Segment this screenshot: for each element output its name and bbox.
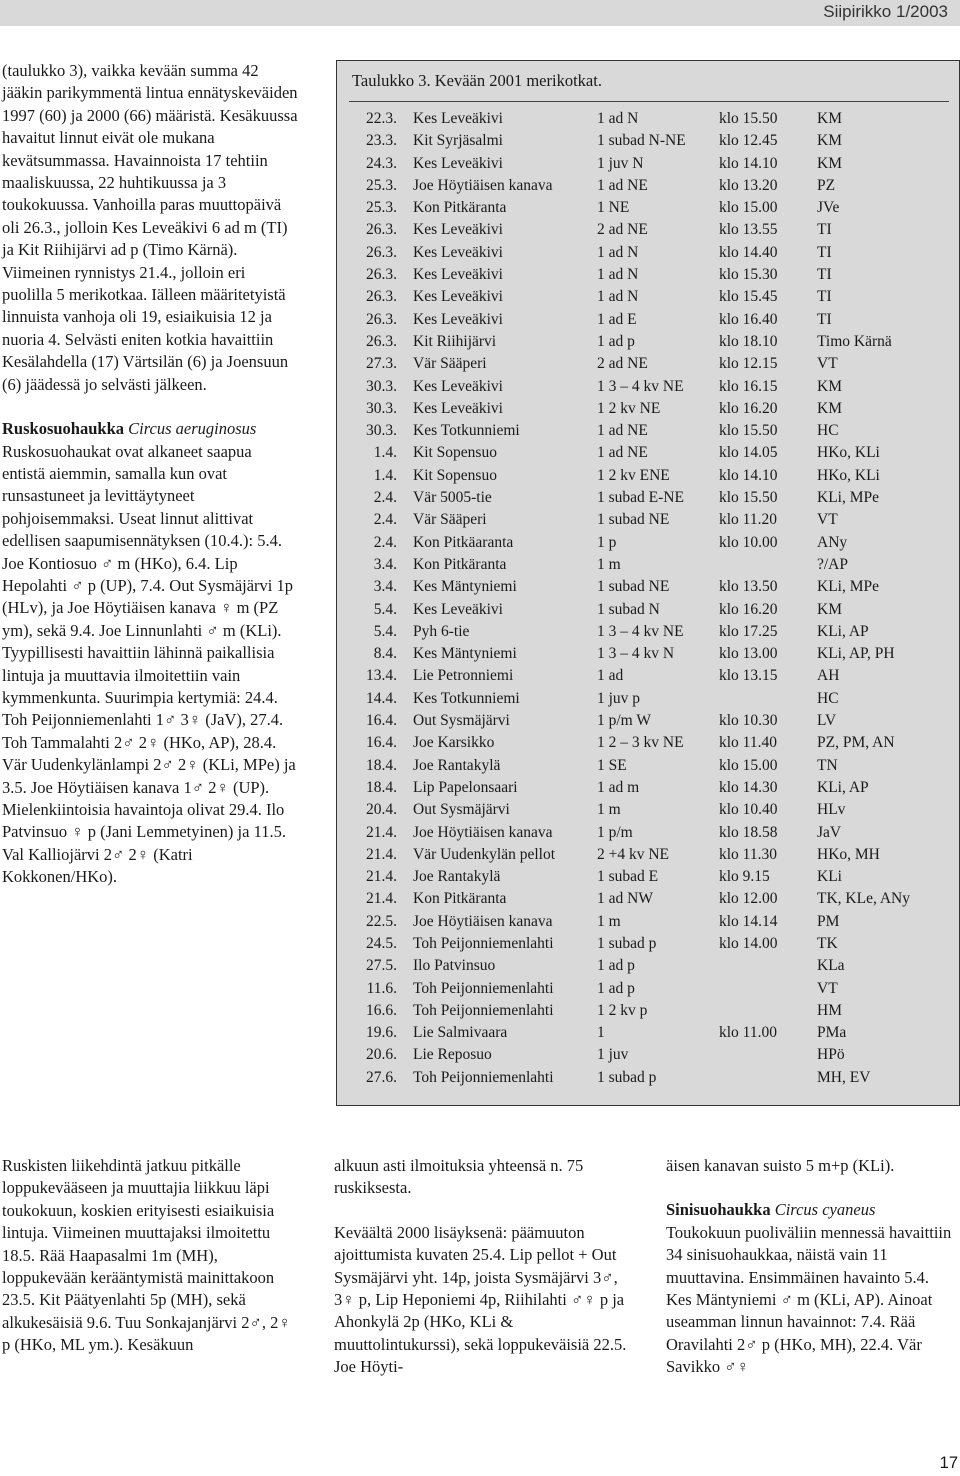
cell-observation: 1 ad NW — [597, 890, 653, 908]
cell-observers: JaV — [817, 823, 842, 841]
cell-observation: 1 subad NE — [597, 511, 670, 529]
cell-observers: KLi — [817, 868, 842, 886]
cell-observation: 1 2 – 3 kv NE — [597, 734, 684, 752]
cell-observers: PMa — [817, 1024, 847, 1042]
table-row — [337, 866, 957, 888]
cell-place: Vär 5005-tie — [413, 489, 492, 507]
cell-observers: Timo Kärnä — [817, 332, 892, 350]
cell-observers: VT — [817, 355, 838, 373]
cell-time: klo 11.00 — [719, 1024, 777, 1042]
cell-place: Out Sysmäjärvi — [413, 712, 510, 730]
cell-time — [719, 688, 817, 710]
cell-time: klo 10.00 — [719, 533, 778, 551]
cell-observers: HPö — [817, 1046, 845, 1064]
cell-date: 22.3. — [366, 110, 397, 127]
cell-observation: 1 subad p — [597, 934, 657, 952]
table-row — [337, 331, 957, 353]
cell-date: 16.4. — [366, 712, 397, 730]
cell-date: 24.3. — [366, 154, 397, 172]
table-row — [337, 242, 957, 264]
paragraph-hen-harrier: Toukokuun puoliväliin mennessä havaittiin 34 sinisuohaukkaa, näistä vain 11 muuttavina. Ensimmäinen havainto 5.4. Kes Mäntyniemi ♂ m (KLi, AP). Ainoat useamman linnun havainnot: 7.4. Rää Oravilahti 2♂ p (HKo, MH), 22.4. Vär Savikko ♂♀ — [666, 1222, 952, 1377]
cell-time: klo 16.20 — [719, 399, 778, 417]
cell-time: klo 13.55 — [719, 221, 778, 239]
cell-place: Kit Sopensuo — [413, 444, 497, 462]
cell-time: klo 14.10 — [719, 154, 778, 172]
cell-observation: 2 +4 kv NE — [597, 845, 670, 863]
table-row — [337, 621, 957, 643]
cell-place: Joe Höytiäisen kanava — [413, 176, 553, 194]
cell-observers: PM — [817, 912, 840, 930]
cell-date: 20.6. — [366, 1046, 397, 1064]
cell-observation: 1 ad NE — [597, 444, 648, 462]
cell-time: klo 15.50 — [719, 422, 778, 440]
cell-place: Joe Höytiäisen kanava — [413, 823, 553, 841]
cell-observers: PZ, PM, AN — [817, 734, 895, 752]
cell-observation: 1 p — [597, 533, 617, 551]
cell-date: 8.4. — [373, 645, 397, 663]
cell-time: klo 12.45 — [719, 132, 778, 150]
cell-observers: PZ — [817, 176, 836, 194]
cell-time: klo 18.10 — [719, 332, 778, 350]
cell-time — [719, 1000, 817, 1022]
cell-date: 16.6. — [366, 1001, 397, 1019]
cell-observers: TI — [817, 266, 832, 284]
cell-place: Kes Mäntyniemi — [413, 578, 517, 596]
cell-date: 26.3. — [366, 332, 397, 350]
cell-date: 26.3. — [366, 221, 397, 239]
cell-place: Kon Pitkäaranta — [413, 533, 514, 551]
cell-place: Toh Peijonniemenlahti — [413, 979, 554, 997]
cell-time: klo 14.40 — [719, 243, 778, 261]
cell-place: Kes Leveäkivi — [413, 377, 503, 395]
table-row — [337, 777, 957, 799]
cell-observers: TI — [817, 221, 832, 239]
cell-date: 26.3. — [366, 288, 397, 306]
cell-date: 26.3. — [366, 310, 397, 328]
cell-observers: MH, EV — [817, 1068, 871, 1086]
cell-date: 2.4. — [373, 489, 397, 507]
cell-date: 18.4. — [366, 756, 397, 774]
cell-place: Kes Leveäkivi — [413, 110, 503, 127]
paragraph-spring-2000: Keväältä 2000 lisäyksenä: päämuuton ajoittumista kuvaten 25.4. Lip pellot + Out Sysmäjärvi yht. 14p, joista Sysmäjärvi 3♂, 3♀ p, Lip Heponiemi 4p, Riihilahti ♂♀ p ja Ahonkylä 2p (HKo, KLi & muuttolintukurssi), sekä loppukeväisiä 22.5. Joe Höyti- — [334, 1222, 627, 1377]
cell-observation: 1 3 – 4 kv N — [597, 645, 675, 663]
cell-place: Joe Rantakylä — [413, 756, 501, 774]
cell-observers: HM — [817, 1001, 842, 1019]
cell-observers: KLi, AP — [817, 622, 869, 640]
cell-time: klo 15.45 — [719, 288, 778, 306]
section-hen-harrier — [666, 1199, 958, 1378]
cell-observers: KLi, AP, PH — [817, 645, 895, 663]
cell-observers: TI — [817, 288, 832, 306]
cell-date: 13.4. — [366, 667, 397, 685]
cell-time: klo 15.50 — [719, 489, 778, 507]
table-row — [337, 353, 957, 375]
table-row — [337, 643, 957, 665]
cell-observers: HKo, KLi — [817, 444, 880, 462]
cell-time: klo 11.20 — [719, 511, 777, 529]
cell-place: Toh Peijonniemenlahti — [413, 1068, 554, 1086]
header-bar — [0, 0, 960, 26]
table-row — [337, 710, 957, 732]
cell-observation: 1 p/m — [597, 823, 633, 841]
cell-place: Ilo Patvinsuo — [413, 957, 496, 975]
cell-date: 1.4. — [373, 466, 397, 484]
cell-date: 14.4. — [366, 689, 397, 707]
cell-date: 5.4. — [373, 622, 397, 640]
cell-observation: 1 2 kv NE — [597, 399, 661, 417]
cell-observers: KM — [817, 110, 842, 127]
cell-time: klo 9.15 — [719, 868, 770, 886]
cell-observation: 1 ad NE — [597, 422, 648, 440]
table-caption: Taulukko 3. Kevään 2001 merikotkat. — [352, 71, 602, 90]
publication-title: Siipirikko 1/2003 — [823, 2, 948, 21]
table-row — [337, 509, 957, 531]
cell-place: Vär Sääperi — [413, 355, 487, 373]
cell-date: 27.5. — [366, 957, 397, 975]
table-row — [337, 1067, 957, 1089]
cell-date: 24.5. — [366, 934, 397, 952]
table-row — [337, 755, 957, 777]
cell-observers: KLi, AP — [817, 778, 869, 796]
cell-time: klo 18.58 — [719, 823, 778, 841]
cell-date: 11.6. — [366, 979, 397, 997]
cell-time: klo 10.40 — [719, 801, 778, 819]
cell-observation: 1 subad p — [597, 1068, 657, 1086]
table-row — [337, 108, 957, 130]
cell-date: 3.4. — [373, 555, 397, 573]
cell-observation: 1 ad N — [597, 288, 639, 306]
cell-place: Pyh 6-tie — [413, 622, 470, 640]
paragraph-sea-eagle-summary: (taulukko 3), vaikka kevään summa 42 jääkin parikymmentä lintua ennätyskeväiden 1997 (60) ja 2000 (66) määristä. Kesäkuussa havaitut linnut eivät ole mukana kevätsummassa. Havainnoista 17 tehtiin maaliskuussa, 22 huhtikuussa ja 3 toukokuussa. Vanhoilla paras muuttopäivä oli 26.3., jolloin Kes Leveäkivi 6 ad m (TI) ja Kit Riihijärvi ad p (Timo Kärnä). Viimeinen rynnistys 21.4., jolloin eri puolilla 5 merikotkaa. Iälleen määritetyistä linnuista vanhoja oli 19, esiaikuisia 12 ja nuoria 4. Selvästi eniten kotkia havaittiin Kesälahdella (17) Värtsilän (6) ja Joensuun (6) jäädessä jo selvästi jälkeen. — [2, 61, 298, 394]
species-heading-marsh-harrier: Ruskosuohaukka — [2, 419, 124, 439]
cell-observers: HC — [817, 689, 839, 707]
cell-observers: HC — [817, 422, 839, 440]
cell-observation: 1 ad E — [597, 310, 637, 328]
cell-observation: 1 ad N — [597, 110, 639, 127]
cell-observation: 1 3 – 4 kv NE — [597, 377, 684, 395]
cell-place: Joe Höytiäisen kanava — [413, 912, 553, 930]
cell-place: Kes Totkunniemi — [413, 422, 520, 440]
cell-observation: 1 3 – 4 kv NE — [597, 622, 684, 640]
cell-date: 19.6. — [366, 1024, 397, 1042]
table-row — [337, 175, 957, 197]
cell-observation: 1 juv — [597, 1046, 629, 1064]
cell-time: klo 16.20 — [719, 600, 778, 618]
cell-place: Vär Uudenkylän pellot — [413, 845, 556, 863]
cell-place: Kes Leveäkivi — [413, 154, 503, 172]
cell-time: klo 12.00 — [719, 890, 778, 908]
cell-observers: HKo, MH — [817, 845, 880, 863]
cell-place: Joe Rantakylä — [413, 868, 501, 886]
cell-observation: 1 p/m W — [597, 712, 651, 730]
table-row — [337, 1000, 957, 1022]
cell-time — [719, 1044, 817, 1066]
cell-observers: TN — [817, 756, 838, 774]
table-row — [337, 153, 957, 175]
section-marsh-harrier — [2, 418, 298, 889]
cell-time — [719, 978, 817, 1000]
cell-date: 27.6. — [366, 1068, 397, 1086]
cell-observers: TK — [817, 934, 838, 952]
cell-observation: 1 ad N — [597, 243, 639, 261]
table-row — [337, 688, 957, 710]
cell-date: 16.4. — [366, 734, 397, 752]
cell-place: Kit Sopensuo — [413, 466, 497, 484]
cell-time: klo 15.00 — [719, 199, 778, 217]
table-row — [337, 264, 957, 286]
cell-time: klo 14.30 — [719, 778, 778, 796]
table-row — [337, 599, 957, 621]
table-row — [337, 1022, 957, 1044]
cell-observers: KM — [817, 600, 842, 618]
cell-place: Toh Peijonniemenlahti — [413, 1001, 554, 1019]
right-column-bottom — [666, 1155, 958, 1401]
cell-date: 21.4. — [366, 823, 397, 841]
table-row — [337, 911, 957, 933]
cell-place: Kes Leveäkivi — [413, 266, 503, 284]
cell-time: klo 13.00 — [719, 645, 778, 663]
cell-date: 1.4. — [373, 444, 397, 462]
cell-observers: KM — [817, 377, 842, 395]
cell-date: 30.3. — [366, 422, 397, 440]
cell-date: 27.3. — [366, 355, 397, 373]
cell-time: klo 13.15 — [719, 667, 778, 685]
cell-observers: TI — [817, 310, 832, 328]
table-row — [337, 822, 957, 844]
paragraph-continuation: äisen kanavan suisto 5 m+p (KLi). — [666, 1156, 895, 1175]
cell-observation: 1 juv p — [597, 689, 641, 707]
cell-time: klo 12.15 — [719, 355, 778, 373]
table-divider — [349, 101, 949, 102]
cell-observers: ?/AP — [817, 555, 848, 573]
page-number: 17 — [939, 1454, 958, 1472]
cell-observation: 1 NE — [597, 199, 630, 217]
left-column-top — [2, 60, 298, 911]
table-row — [337, 888, 957, 910]
cell-observation: 1 m — [597, 912, 621, 930]
cell-observers: KM — [817, 132, 842, 150]
cell-observers: KM — [817, 154, 842, 172]
cell-time: klo 15.50 — [719, 110, 778, 127]
cell-date: 21.4. — [366, 868, 397, 886]
table-row — [337, 309, 957, 331]
table-row — [337, 1044, 957, 1066]
cell-place: Lie Petronniemi — [413, 667, 514, 685]
cell-place: Kit Syrjäsalmi — [413, 132, 503, 150]
cell-time: klo 16.15 — [719, 377, 778, 395]
cell-time: klo 15.00 — [719, 756, 778, 774]
cell-place: Kit Riihijärvi — [413, 332, 497, 350]
cell-place: Kes Leveäkivi — [413, 399, 503, 417]
cell-observation: 1 ad N — [597, 266, 639, 284]
cell-place: Vär Sääperi — [413, 511, 487, 529]
cell-place: Kes Leveäkivi — [413, 310, 503, 328]
cell-time: klo 15.30 — [719, 266, 778, 284]
cell-observation: 1 m — [597, 801, 621, 819]
cell-observers: ANy — [817, 533, 848, 551]
table-row — [337, 732, 957, 754]
table-row — [337, 465, 957, 487]
cell-observation: 1 ad p — [597, 979, 635, 997]
cell-observation: 1 subad NE — [597, 578, 670, 596]
latin-name-hen-harrier: Circus cyaneus — [774, 1200, 876, 1220]
cell-observation: 1 subad E — [597, 868, 659, 886]
cell-observers: LV — [817, 712, 837, 730]
cell-observers: KM — [817, 399, 842, 417]
cell-date: 21.4. — [366, 890, 397, 908]
cell-observation: 2 ad NE — [597, 355, 648, 373]
cell-observation: 1 subad N-NE — [597, 132, 686, 150]
cell-observation: 2 ad NE — [597, 221, 648, 239]
cell-observation: 1 2 kv ENE — [597, 466, 670, 484]
cell-time — [719, 955, 817, 977]
species-heading-hen-harrier: Sinisuohaukka — [666, 1200, 771, 1220]
cell-place: Kes Totkunniemi — [413, 689, 520, 707]
cell-time: klo 11.40 — [719, 734, 777, 752]
cell-place: Kon Pitkäranta — [413, 890, 507, 908]
cell-observation: 1 ad NE — [597, 176, 648, 194]
cell-observers: AH — [817, 667, 840, 685]
table-row — [337, 844, 957, 866]
table-row — [337, 487, 957, 509]
table-row — [337, 442, 957, 464]
table-row — [337, 554, 957, 576]
cell-date: 22.5. — [366, 912, 397, 930]
cell-time: klo 13.20 — [719, 176, 778, 194]
cell-observers: VT — [817, 511, 838, 529]
cell-observation: 1 juv N — [597, 154, 644, 172]
cell-place: Out Sysmäjärvi — [413, 801, 510, 819]
table-row — [337, 130, 957, 152]
cell-time — [719, 554, 817, 576]
table-row — [337, 197, 957, 219]
cell-observation: 1 subad E-NE — [597, 489, 684, 507]
cell-time: klo 13.50 — [719, 578, 778, 596]
cell-place: Kes Leveäkivi — [413, 600, 503, 618]
cell-observation: 1 m — [597, 555, 621, 573]
cell-date: 26.3. — [366, 266, 397, 284]
cell-time: klo 14.10 — [719, 466, 778, 484]
cell-date: 25.3. — [366, 176, 397, 194]
cell-date: 5.4. — [373, 600, 397, 618]
cell-place: Lie Salmivaara — [413, 1024, 508, 1042]
cell-observers: JVe — [817, 199, 840, 217]
table-row — [337, 933, 957, 955]
table-row — [337, 420, 957, 442]
cell-place: Kes Mäntyniemi — [413, 645, 517, 663]
cell-place: Kon Pitkäranta — [413, 555, 507, 573]
table-eagles — [336, 60, 960, 1106]
cell-observers: VT — [817, 979, 838, 997]
cell-date: 2.4. — [373, 511, 397, 529]
cell-time — [719, 1067, 817, 1089]
latin-name-marsh-harrier: Circus aeruginosus — [128, 419, 257, 439]
cell-observation: 1 ad p — [597, 332, 635, 350]
cell-time: klo 10.30 — [719, 712, 778, 730]
cell-date: 3.4. — [373, 578, 397, 596]
cell-place: Lip Papelonsaari — [413, 778, 518, 796]
table-row — [337, 376, 957, 398]
cell-observers: TK, KLe, ANy — [817, 890, 910, 908]
cell-place: Joe Karsikko — [413, 734, 495, 752]
cell-observation: 1 subad N — [597, 600, 660, 618]
left-column-bottom — [2, 1155, 298, 1379]
cell-observation: 1 ad m — [597, 778, 640, 796]
cell-time: klo 14.05 — [719, 444, 778, 462]
paragraph-marsh-harrier-late: Ruskisten liikehdintä jatkuu pitkälle loppukevääseen ja muuttajia liikkuu läpi toukokuun, koskien erityisesti esiaikuisia lintuja. Viimeinen muuttajaksi ilmoitettu 18.5. Rää Haapasalmi 1m (MH), loppukevään kerääntymistä mainittakoon 23.5. Kit Päätyenlahti 5p (MH), sekä alkukesäisiä 9.6. Tuu Sonkajanjärvi 2♂, 2♀ p (HKo, ML ym.). Kesäkuun — [2, 1156, 291, 1355]
cell-observation: 1 — [597, 1024, 605, 1042]
table-row — [337, 978, 957, 1000]
table-row — [337, 532, 957, 554]
middle-column-bottom — [334, 1155, 630, 1401]
cell-observation: 1 ad — [597, 667, 624, 685]
table-row — [337, 219, 957, 241]
cell-observation: 1 ad p — [597, 957, 635, 975]
paragraph-marsh-harrier-total: alkuun asti ilmoituksia yhteensä n. 75 ruskiksesta. — [334, 1156, 584, 1198]
cell-date: 2.4. — [373, 533, 397, 551]
cell-place: Kes Leveäkivi — [413, 243, 503, 261]
cell-observers: HLv — [817, 801, 846, 819]
cell-observers: KLa — [817, 957, 845, 975]
cell-place: Lie Reposuo — [413, 1046, 492, 1064]
cell-place: Kon Pitkäranta — [413, 199, 507, 217]
cell-place: Kes Leveäkivi — [413, 221, 503, 239]
table-row — [337, 286, 957, 308]
cell-observers: KLi, MPe — [817, 489, 879, 507]
cell-observation: 1 2 kv p — [597, 1001, 648, 1019]
cell-date: 21.4. — [366, 845, 397, 863]
table-row — [337, 799, 957, 821]
cell-time: klo 14.00 — [719, 934, 778, 952]
cell-time: klo 11.30 — [719, 845, 777, 863]
table-row — [337, 955, 957, 977]
paragraph-marsh-harrier: Ruskosuohaukat ovat alkaneet saapua entistä aiemmin, samalla kun ovat runsastuneet ja levittäytyneet pohjoisemmaksi. Useat linnut alittivat edellisen saapumisennätyksen (10.4.): 5.4. Joe Kontiosuo ♂ m (HKo), 6.4. Lip Hepolahti ♂ p (UP), 7.4. Out Sysmäjärvi 1p (HLv), ja Joe Höytiäisen kanava ♀ m (PZ ym), sekä 9.4. Joe Linnunlahti ♂ m (KLi). Tyypillisesti havaittiin lähinnä paikallisia lintuja ja muuttavia ilmoitettiin vain kymmenkunta. Suurimpia kertymiä: 24.4. Toh Peijonniemenlahti 1♂ 3♀ (JaV), 27.4. Toh Tammalahti 2♂ 2♀ (HKo, AP), 28.4. Vär Uudenkylänlampi 2♂ 2♀ (KLi, MPe) ja 3.5. Joe Höytiäisen kanava 1♂ 2♀ (UP). Mielenkiintoisia havaintoja olivat 29.4. Ilo Patvinsuo ♀ p (Jani Lemmetyinen) ja 11.5. Val Kalliojärvi 2♂ 2♀ (Katri Kokkonen/HKo). — [2, 441, 296, 887]
cell-place: Toh Peijonniemenlahti — [413, 934, 554, 952]
cell-time: klo 17.25 — [719, 622, 778, 640]
cell-observers: KLi, MPe — [817, 578, 879, 596]
cell-date: 30.3. — [366, 377, 397, 395]
cell-date: 18.4. — [366, 778, 397, 796]
cell-date: 20.4. — [366, 801, 397, 819]
cell-date: 25.3. — [366, 199, 397, 217]
cell-observers: HKo, KLi — [817, 466, 880, 484]
cell-date: 30.3. — [366, 399, 397, 417]
cell-observation: 1 SE — [597, 756, 627, 774]
cell-time: klo 16.40 — [719, 310, 778, 328]
cell-date: 23.3. — [366, 132, 397, 150]
table-row — [337, 576, 957, 598]
table-row — [337, 398, 957, 420]
cell-place: Kes Leveäkivi — [413, 288, 503, 306]
cell-date: 26.3. — [366, 243, 397, 261]
table-row — [337, 665, 957, 687]
cell-time: klo 14.14 — [719, 912, 778, 930]
observation-table — [337, 108, 957, 1089]
cell-observers: TI — [817, 243, 832, 261]
